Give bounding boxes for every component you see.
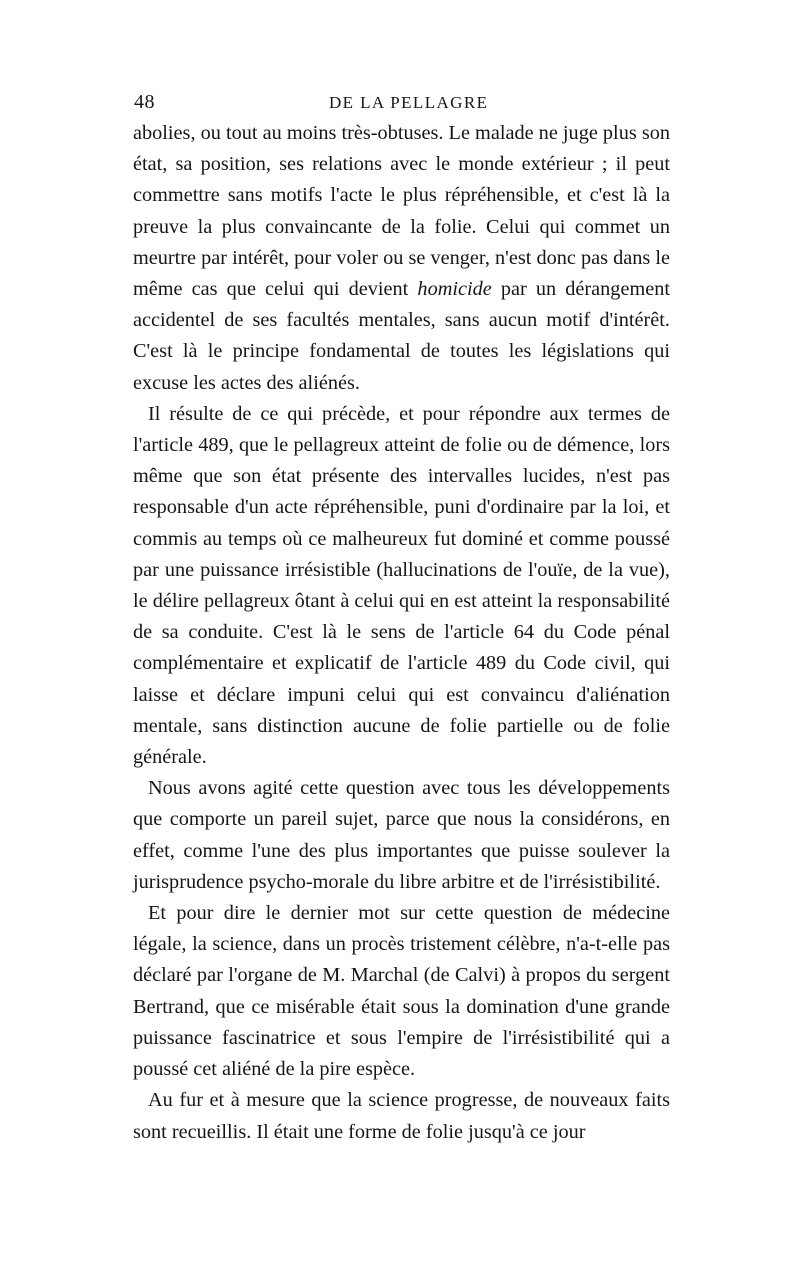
running-head: DE LA PELLAGRE: [329, 93, 489, 112]
paragraph-2: Il résulte de ce qui précède, et pour répondre aux termes de l'article 489, que le pellagreux atteint de folie ou de démence, lors même que son état présente des intervalles lucides, n'est pas responsable d'un acte répréhensible, puni d'ordinaire par la loi, et commis au temps où ce malheureux fut dominé et comme poussé par une puissance irrésistible (hallucinations de l'ouïe, de la vue), le délire pellagreux ôtant à celui qui en est atteint la responsabilité de sa conduite. C'est là le sens de l'article 64 du Code pénal complémentaire et explicatif de l'article 489 du Code civil, qui laisse et déclare impuni celui qui est convaincu d'aliénation mentale, sans distinction aucune de folie partielle ou de folie générale.: [133, 402, 670, 769]
paragraph-1-text-before: abolies, ou tout au moins très-obtuses. Le malade ne juge plus son état, sa position, ses relations avec le monde extérieur ; il peut commettre sans motifs l'acte le plus répréhensible, et c'est là la preuve la plus convaincante de la folie. Celui qui commet un meurtre par intérêt, pour voler ou se venger, n'est donc pas dans le même cas que celui qui devient: [133, 122, 670, 301]
paragraph-3: Nous avons agité cette question avec tous les développements que comporte un pareil sujet, parce que nous la considérons, en effet, comme l'une des plus importantes que puisse soulever la jurisprudence psycho-morale du libre arbitre et de l'irrésistibilité.: [133, 777, 670, 893]
body-text: [133, 118, 670, 1148]
italic-word: homicide: [417, 278, 492, 301]
paragraph-5: Au fur et à mesure que la science progresse, de nouveaux faits sont recueillis. Il était une forme de folie jusqu'à ce jour: [133, 1089, 670, 1143]
paragraph-1-text-after: par un dérangement accidentel de ses facultés mentales, sans aucun motif d'intérêt. C'est là le principe fondamental de toutes les législations qui excuse les actes des aliénés.: [133, 278, 671, 394]
page-header: [134, 90, 669, 114]
paragraph-4: Et pour dire le dernier mot sur cette question de médecine légale, la science, dans un procès tristement célèbre, n'a-t-elle pas déclaré par l'organe de M. Marchal (de Calvi) à propos du sergent Bertrand, que ce misérable était sous la domination d'une grande puissance fascinatrice et sous l'empire de l'irrésistibilité qui a poussé cet aliéné de la pire espèce.: [133, 902, 670, 1081]
page-number: 48: [134, 91, 155, 113]
paragraph-1: [133, 118, 670, 399]
